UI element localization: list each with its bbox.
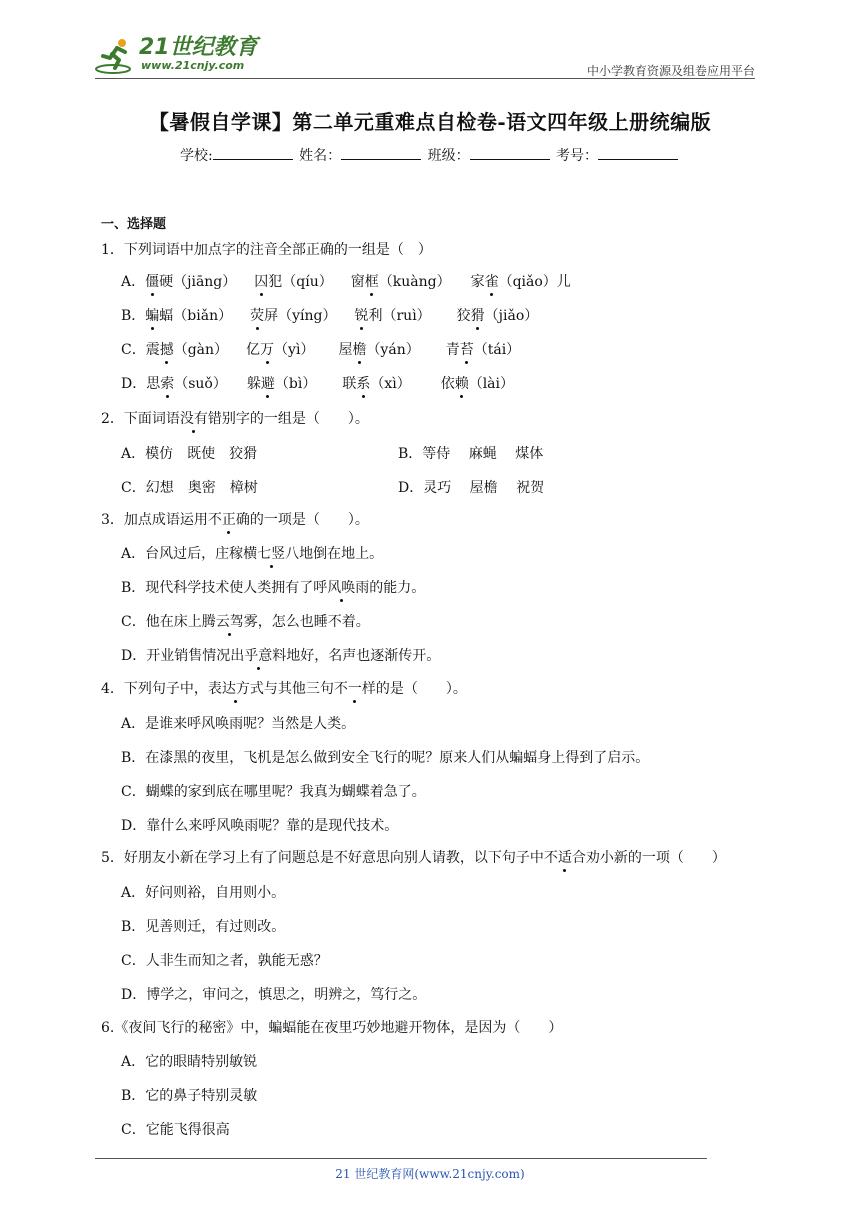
q1-option-d	[121, 375, 514, 393]
option-label: D．	[121, 376, 147, 392]
dotted-char: 避	[260, 376, 275, 392]
word-text: 亿	[246, 342, 261, 358]
idiom-text: 出乎意料	[230, 648, 287, 664]
idiom-text: 腾云驾雾	[201, 614, 258, 630]
word-text: 青	[445, 342, 460, 358]
word-text: 联	[342, 376, 357, 392]
class-blank	[470, 145, 550, 160]
question-3-stem	[101, 511, 369, 529]
question-5-stem	[101, 849, 726, 867]
name-blank	[341, 145, 421, 160]
emphasis-text: 不适合	[543, 850, 586, 866]
word-text: 蝠（biǎn）	[159, 308, 233, 324]
section-heading: 一、选择题	[101, 217, 167, 232]
option-text: ，怎么也睡不着。	[257, 614, 370, 630]
dotted-char: 万	[260, 342, 275, 358]
option-text: A．台风过后，庄稼	[121, 546, 244, 562]
q3-option-c	[121, 613, 370, 631]
word-text: （gàn）	[173, 342, 229, 358]
option-text: C．他在床上	[121, 614, 202, 630]
stem-text: 3．加点成语运用	[101, 512, 208, 528]
dotted-char: 索	[160, 376, 175, 392]
q1-option-c	[121, 341, 520, 359]
exam-no-label: 考号：	[556, 148, 599, 164]
dotted-char: 苔	[459, 342, 474, 358]
word-text: （yán）	[366, 342, 420, 358]
question-1-stem: 1．下列词语中加点字的注音全部正确的一组是（ ）	[101, 242, 432, 258]
q5-option-d: D．博学之，审问之，慎思之，明辨之，笃行之。	[121, 987, 427, 1003]
q3-option-b	[121, 579, 425, 597]
dotted-char: 僵	[145, 274, 160, 290]
page-title: 【暑假自学课】第二单元重难点自检卷-语文四年级上册统编版	[148, 110, 712, 134]
word-text: （bì）	[274, 376, 317, 392]
dotted-char: 雀	[484, 274, 499, 290]
footer-divider	[95, 1158, 707, 1159]
school-blank	[213, 145, 293, 160]
site-logo	[95, 36, 258, 78]
word-text: （lài）	[468, 376, 515, 392]
option-text: 的能力。	[369, 580, 426, 596]
stem-text: 5．好朋友小新在学习上有了问题总是不好意思向别人请教，以下句子中	[101, 850, 544, 866]
question-2-stem	[101, 410, 369, 428]
q4-option-c: C．蝴蝶的家到底在哪里呢？我真为蝴蝶着急了。	[121, 784, 426, 800]
question-4-stem	[101, 680, 467, 698]
word-text: 躲	[246, 376, 261, 392]
option-text: 地倒在地上。	[299, 546, 384, 562]
option-label: C．	[121, 342, 146, 358]
word-text: 思	[146, 376, 161, 392]
word-text: 依	[440, 376, 455, 392]
word-text: 窗	[350, 274, 365, 290]
emphasis-text: 不一样	[333, 681, 376, 697]
word-text: （yì）	[274, 342, 315, 358]
dotted-char: 囚	[254, 274, 269, 290]
stem-text: 的是（ ）。	[375, 681, 467, 697]
student-info-row	[0, 145, 860, 165]
word-text: 震	[145, 342, 160, 358]
idiom-text: 呼风唤雨	[313, 580, 370, 596]
option-text: D．开业销售情况	[121, 648, 231, 664]
stem-text: 2．下面词语	[101, 411, 180, 427]
header-divider	[95, 78, 755, 79]
q6-option-b: B．它的鼻子特别灵敏	[121, 1088, 258, 1104]
footer-text: 21 世纪教育网(www.21cnjy.com)	[335, 1167, 525, 1181]
dotted-char: 檐	[352, 342, 367, 358]
q6-option-c: C．它能飞得很高	[121, 1122, 230, 1138]
word-text: （xì）	[370, 376, 411, 392]
name-label: 姓名：	[299, 148, 342, 164]
stem-text: 错别字的一组是（ ）。	[207, 411, 369, 427]
word-text: 家	[470, 274, 485, 290]
option-label: B．	[121, 308, 146, 324]
word-text: 屏（yíng）	[264, 308, 337, 324]
option-text: 地好，名声也逐渐传开。	[286, 648, 441, 664]
word-text: （jiǎo）	[484, 308, 539, 324]
dotted-char: 锐	[354, 308, 369, 324]
dotted-char: 撼	[159, 342, 174, 358]
dotted-char: 蝙	[145, 308, 160, 324]
emphasis-text: 没有	[179, 411, 208, 427]
q2-option-c: C．幻想 奥密 樟树	[121, 480, 258, 496]
word-text: （kuàng）	[378, 274, 451, 290]
word-text: 硬（jiāng）	[159, 274, 237, 290]
word-text: 狡	[456, 308, 471, 324]
q5-option-a: A．好问则裕，自用则小。	[121, 885, 286, 901]
stem-text: 与其他三句	[263, 681, 334, 697]
q1-option-b	[121, 307, 538, 325]
stem-text: 4．下列句子中，	[101, 681, 208, 697]
page-header	[95, 36, 755, 78]
runner-logo-icon	[95, 36, 135, 76]
option-label: A．	[121, 274, 146, 290]
word-text: 犯（qíu）	[268, 274, 333, 290]
word-text: （suǒ）	[174, 376, 227, 392]
q6-option-a: A．它的眼睛特别敏锐	[121, 1054, 258, 1070]
word-text: 屋	[338, 342, 353, 358]
stem-text: 劝小新的一项（ ）	[585, 850, 726, 866]
school-label: 学校:	[179, 148, 213, 164]
word-text: （tái）	[473, 342, 521, 358]
platform-name: 中小学教育资源及组卷应用平台	[586, 64, 755, 78]
dotted-char: 猾	[470, 308, 485, 324]
dotted-char: 框	[364, 274, 379, 290]
q4-option-d: D．靠什么来呼风唤雨呢？靠的是现代技术。	[121, 818, 399, 834]
q5-option-b: B．见善则迁，有过则改。	[121, 919, 286, 935]
stem-text: 的一项是（ ）。	[249, 512, 369, 528]
q2-option-a: A．模仿 既使 狡猾	[121, 446, 258, 462]
q4-option-b: B．在漆黑的夜里，飞机是怎么做到安全飞行的呢？原来人们从蝙蝠身上得到了启示。	[121, 750, 650, 766]
class-label: 班级：	[427, 148, 470, 164]
q4-option-a: A．是谁来呼风唤雨呢？当然是人类。	[121, 716, 356, 732]
option-text: B．现代科学技术使人类拥有了	[121, 580, 314, 596]
emphasis-text: 不正确	[207, 512, 250, 528]
q3-option-a	[121, 545, 383, 563]
logo-brand-text: 21世纪教育	[139, 35, 258, 60]
dotted-char: 荧	[250, 308, 265, 324]
idiom-text: 横七竖八	[243, 546, 300, 562]
dotted-char: 系	[356, 376, 371, 392]
q1-option-a	[121, 273, 571, 291]
word-text: （qiǎo）儿	[498, 274, 571, 290]
q3-option-d	[121, 647, 440, 665]
q2-option-d: D．灵巧 屋檐 祝贺	[398, 480, 545, 496]
logo-url-text: www.21cnjy.com	[141, 59, 245, 72]
word-text: 利（ruì）	[368, 308, 431, 324]
q5-option-c: C．人非生而知之者，孰能无惑？	[121, 953, 328, 969]
q2-option-b: B．等侍 麻蝇 煤体	[398, 446, 544, 462]
dotted-char: 赖	[454, 376, 469, 392]
exam-no-blank	[598, 145, 678, 160]
question-6-stem: 6.《夜间飞行的秘密》中，蝙蝠能在夜里巧妙地避开物体，是因为（ ）	[101, 1020, 563, 1036]
emphasis-text: 表达方式	[207, 681, 264, 697]
